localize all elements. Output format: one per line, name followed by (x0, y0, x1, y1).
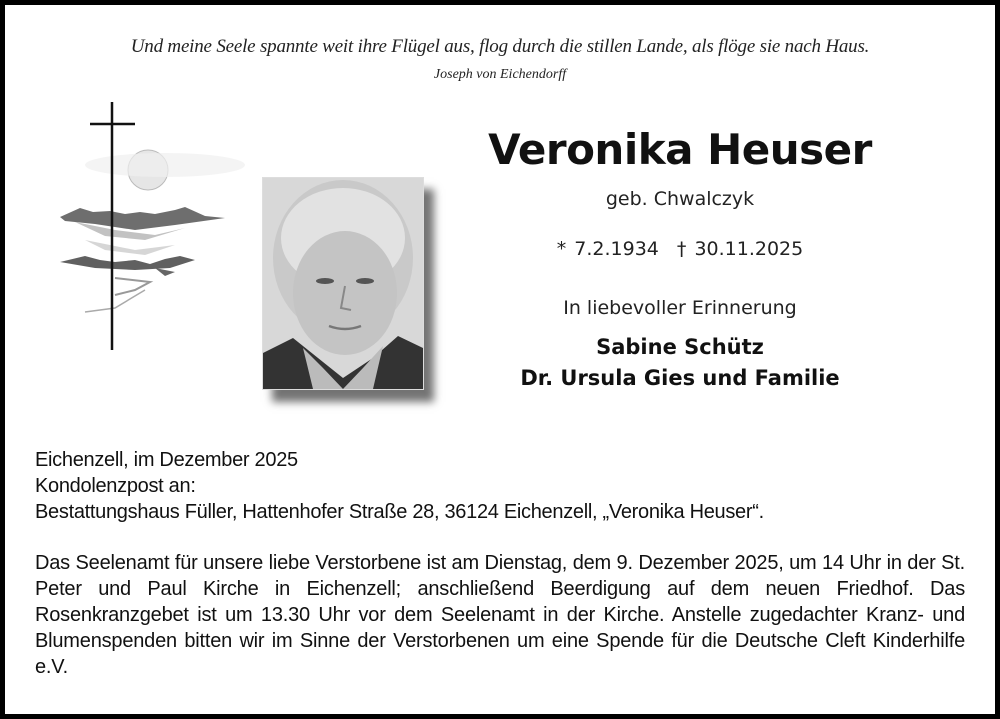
quote-text: Und meine Seele spannte weit ihre Flügel aus, flog durch die stillen Lande, als flöge sie nach Haus. (130, 36, 870, 57)
place-date: Eichenzell, im Dezember 2025 (35, 449, 298, 471)
birth-date: * 7.2.1934 (556, 238, 659, 260)
portrait-photo (262, 177, 424, 390)
service-details: Das Seelenamt für unsere liebe Verstorbene ist am Dienstag, dem 9. Dezember 2025, um 14 Uhr in der St. Peter und Paul Kirche in Eichenzell; anschließend Beerdigung auf dem neuen Friedhof. Das Rosenkranzgebet ist um 13.30 Uhr vor dem Seelenamt in der Kirche. Anstelle zugedachter Kranz- und Blumenspenden bitten wir im Sinne der Verstorbenen um eine Spende für die Deutsche Cleft Kinderhilfe e.V. (35, 552, 965, 678)
deceased-name: Veronika Heuser (488, 125, 872, 174)
condolence-address: Bestattungshaus Füller, Hattenhofer Straße 28, 36124 Eichenzell, „Veronika Heuser“. (35, 501, 764, 523)
death-date: † 30.11.2025 (676, 238, 804, 260)
cross-landscape-illustration (55, 90, 255, 350)
memory-intro: In liebevoller Erinnerung (563, 297, 797, 319)
obituary-notice (5, 5, 995, 714)
life-dates (445, 238, 915, 260)
quote-author: Joseph von Eichendorff (433, 67, 567, 82)
condolence-label: Kondolenzpost an: (35, 475, 196, 497)
condolence-info (35, 447, 965, 525)
birth-name: geb. Chwalczyk (605, 188, 755, 210)
mourner-name: Dr. Ursula Gies und Familie (520, 366, 840, 390)
mourner-name: Sabine Schütz (596, 335, 764, 359)
